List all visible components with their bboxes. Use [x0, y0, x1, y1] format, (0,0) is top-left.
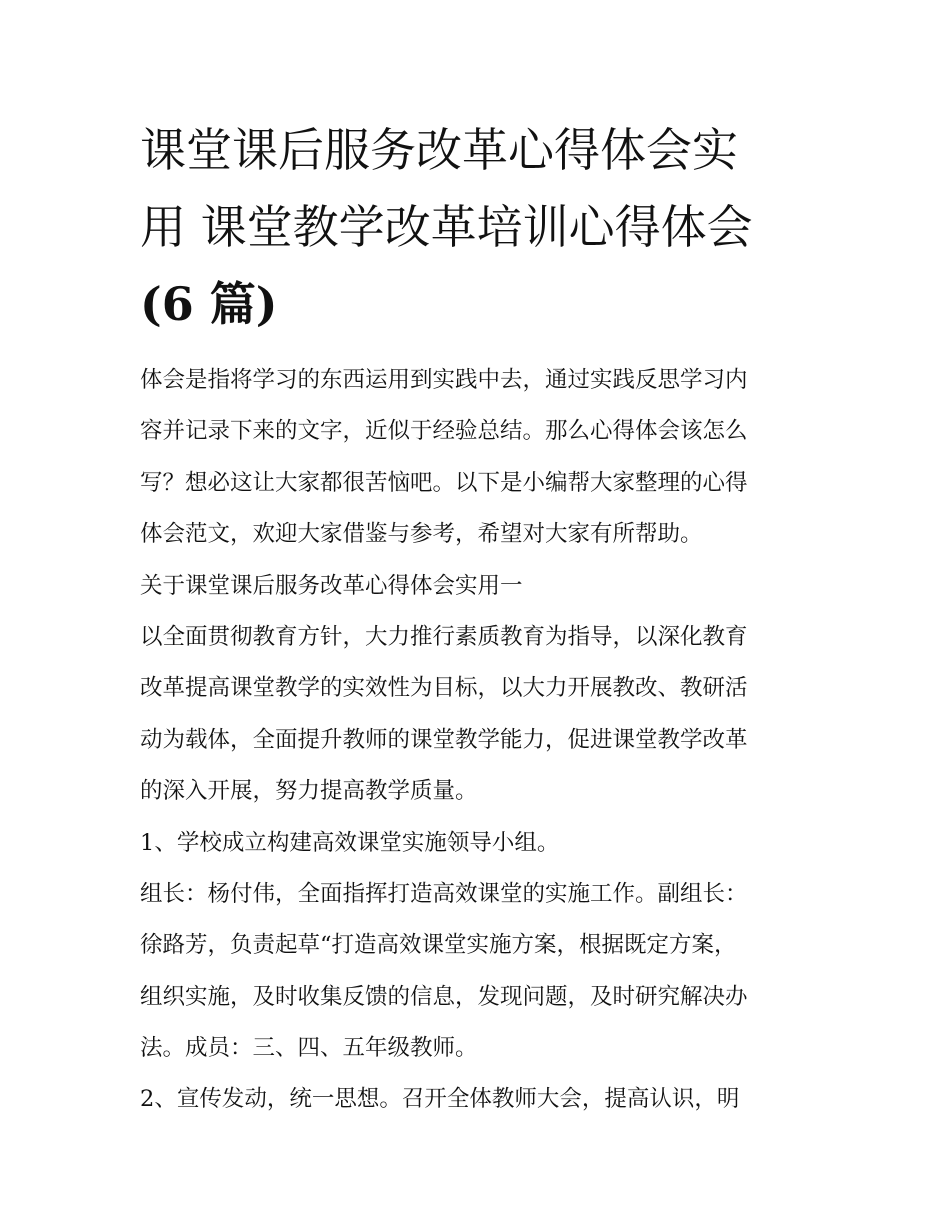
body-line: 组织实施，及时收集反馈的信息，发现问题，及时研究解决办 — [140, 983, 748, 1010]
body-line: 的深入开展，努力提高教学质量。 — [140, 778, 478, 805]
title-line-3: (6 篇) — [140, 277, 278, 331]
body-line: 动为载体，全面提升教师的课堂教学能力，促进课堂教学改革 — [140, 726, 748, 753]
body-line: 法。成员：三、四、五年级教师。 — [140, 1035, 478, 1062]
document-title — [140, 112, 840, 343]
body-line: 改革提高课堂教学的实效性为目标，以大力开展教改、教研活 — [140, 675, 748, 702]
body-line: 以全面贯彻教育方针，大力推行素质教育为指导，以深化教育 — [140, 623, 748, 650]
document-body — [140, 355, 830, 1126]
section-heading: 关于课堂课后服务改革心得体会实用一 — [140, 572, 523, 599]
body-line: 徐路芳，负责起草“打造高效课堂实施方案，根据既定方案， — [140, 932, 737, 959]
list-item: 2、宣传发动，统一思想。召开全体教师大会，提高认识，明 — [140, 1086, 740, 1113]
title-line-2: 用 课堂教学改革培训心得体会 — [140, 200, 753, 254]
body-line: 组长：杨付伟，全面指挥打造高效课堂的实施工作。副组长： — [140, 880, 748, 907]
list-item: 1、学校成立构建高效课堂实施领导小组。 — [140, 829, 560, 856]
title-line-1: 课堂课后服务改革心得体会实 — [140, 123, 738, 177]
body-line: 体会范文，欢迎大家借鉴与参考，希望对大家有所帮助。 — [140, 521, 703, 548]
body-line: 写？想必这让大家都很苦恼吧。以下是小编帮大家整理的心得 — [140, 469, 748, 496]
body-line: 容并记录下来的文字，近似于经验总结。那么心得体会该怎么 — [140, 418, 748, 445]
body-line: 体会是指将学习的东西运用到实践中去，通过实践反思学习内 — [140, 367, 748, 393]
